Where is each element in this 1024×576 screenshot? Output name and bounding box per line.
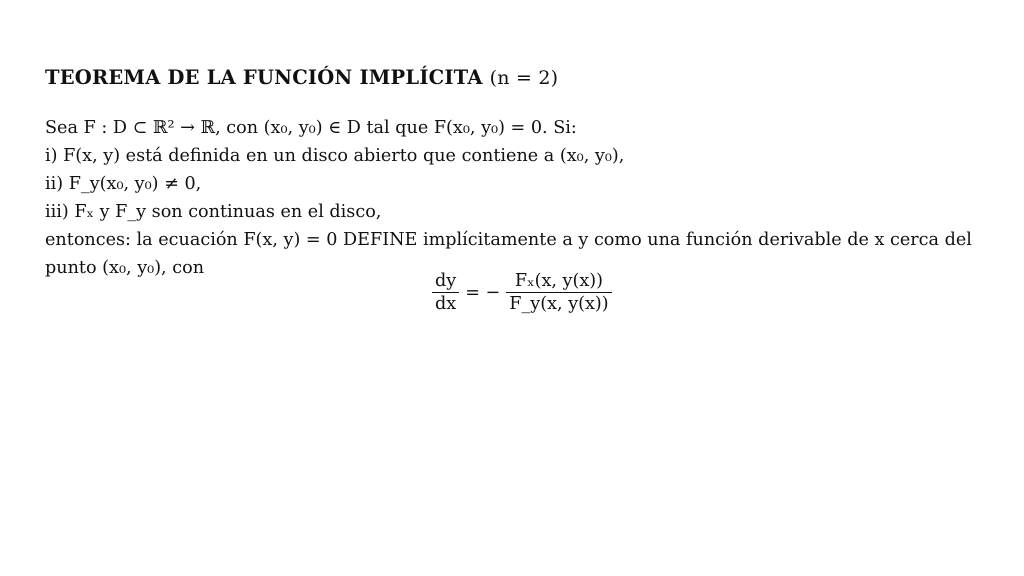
conclusion-line-2: punto (x₀, y₀), con — [45, 258, 205, 278]
statement-intro: Sea F : D ⊂ ℝ² → ℝ, con (x₀, y₀) ∈ D tal que F(x₀, y₀) = 0. Si: — [45, 118, 577, 138]
rhs-fraction — [506, 270, 611, 315]
theorem-title-text: TEOREMA DE LA FUNCIÓN IMPLÍCITA — [45, 66, 483, 89]
theorem-title — [45, 66, 558, 89]
equals-minus-sign: = − — [465, 282, 501, 303]
condition-i: i) F(x, y) está definida en un disco abierto que contiene a (x₀, y₀), — [45, 146, 625, 166]
rhs-denominator: F_y(x, y(x)) — [509, 294, 609, 315]
lhs-fraction — [432, 270, 459, 315]
conclusion-line-1: entonces: la ecuación F(x, y) = 0 DEFINE implícitamente a y como una función derivable de x cerca del — [45, 230, 972, 250]
lhs-numerator: dy — [435, 271, 457, 291]
rhs-numerator: Fₓ(x, y(x)) — [514, 271, 604, 291]
theorem-title-condition: (n = 2) — [489, 67, 559, 89]
condition-ii: ii) F_y(x₀, y₀) ≠ 0, — [45, 174, 202, 194]
condition-iii: iii) Fₓ y F_y son continuas en el disco, — [45, 202, 382, 222]
derivative-formula — [432, 270, 612, 315]
theorem-statement — [45, 114, 995, 282]
lhs-denominator: dx — [435, 294, 457, 315]
